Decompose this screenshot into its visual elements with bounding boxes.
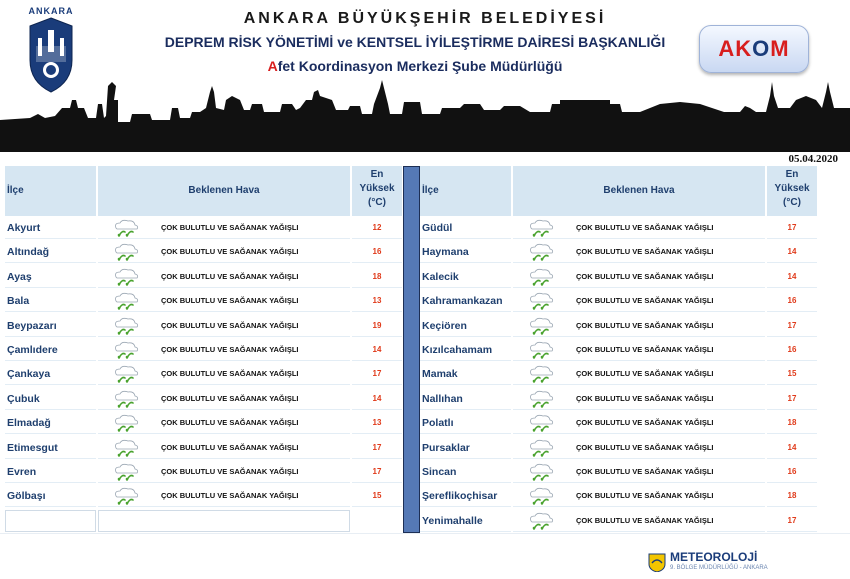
header-max-line3: (°C)	[368, 197, 386, 208]
weather-description: ÇOK BULUTLU VE SAĞANAK YAĞIŞLI	[576, 296, 714, 306]
weather-cell	[98, 363, 350, 385]
max-temp-cell: 18	[767, 412, 817, 434]
meteorology-logo	[648, 550, 788, 578]
weather-cell	[98, 437, 350, 459]
weather-description: ÇOK BULUTLU VE SAĞANAK YAĞIŞLI	[161, 271, 299, 281]
weather-cell	[513, 241, 765, 263]
max-temp-cell: 17	[767, 217, 817, 239]
max-temp-cell: 15	[352, 485, 402, 507]
cloud-rain-icon	[525, 390, 555, 408]
district-cell: Yenimahalle	[420, 510, 511, 532]
max-temp-cell: 17	[352, 437, 402, 459]
weather-cell	[98, 510, 350, 532]
header-expected-weather: Beklenen Hava	[98, 166, 350, 216]
max-temp-cell: 16	[767, 290, 817, 312]
cloud-rain-icon	[525, 487, 555, 505]
meteorology-shield-icon	[648, 552, 666, 572]
weather-description: ÇOK BULUTLU VE SAĞANAK YAĞIŞLI	[576, 223, 714, 232]
weather-cell	[98, 290, 350, 312]
district-cell: Keçiören	[420, 315, 511, 337]
akom-logo-part1: AK	[718, 36, 753, 61]
cloud-rain-icon	[525, 463, 555, 481]
district-cell: Polatlı	[420, 412, 511, 434]
weather-description: ÇOK BULUTLU VE SAĞANAK YAĞIŞLI	[576, 418, 714, 428]
weather-cell	[513, 363, 765, 385]
district-cell: Şereflikoçhisar	[420, 485, 511, 507]
max-temp-cell: 14	[352, 339, 402, 361]
title-department: DEPREM RİSK YÖNETİMİ ve KENTSEL İYİLEŞTİRME DAİRESİ BAŞKANLIĞI	[164, 34, 666, 50]
header-max-line2: Yüksek	[774, 183, 810, 194]
weather-cell	[513, 485, 765, 507]
cloud-rain-icon	[525, 341, 555, 359]
report-date: 05.04.2020	[788, 153, 838, 165]
weather-cell	[513, 461, 765, 483]
max-temp-cell: 14	[767, 266, 817, 288]
cloud-rain-icon	[110, 414, 140, 432]
weather-cell	[98, 461, 350, 483]
district-cell: Mamak	[420, 363, 511, 385]
cloud-rain-icon	[525, 414, 555, 432]
weather-cell	[513, 388, 765, 410]
max-temp-cell: 14	[767, 437, 817, 459]
cloud-rain-icon	[525, 243, 555, 261]
header-district: İlçe	[5, 166, 96, 216]
weather-cell	[513, 412, 765, 434]
weather-description: ÇOK BULUTLU VE SAĞANAK YAĞIŞLI	[161, 466, 299, 476]
weather-description: ÇOK BULUTLU VE SAĞANAK YAĞIŞLI	[161, 344, 299, 354]
cloud-rain-icon	[110, 487, 140, 505]
district-cell: Çamlıdere	[5, 339, 96, 361]
weather-cell	[98, 339, 350, 361]
weather-description: ÇOK BULUTLU VE SAĞANAK YAĞIŞLI	[161, 442, 299, 452]
cloud-rain-icon	[525, 292, 555, 310]
weather-cell	[513, 510, 765, 532]
weather-description: ÇOK BULUTLU VE SAĞANAK YAĞIŞLI	[161, 369, 299, 379]
cloud-rain-icon	[110, 268, 140, 286]
district-cell: Kalecik	[420, 266, 511, 288]
weather-cell	[98, 241, 350, 263]
logo-text: ANKARA	[28, 6, 74, 16]
weather-cell	[98, 388, 350, 410]
cloud-rain-icon	[110, 365, 140, 383]
cloud-rain-icon	[110, 463, 140, 481]
max-temp-cell: 17	[767, 388, 817, 410]
max-temp-cell: 19	[352, 315, 402, 337]
max-temp-cell: 18	[352, 266, 402, 288]
cloud-rain-icon	[110, 317, 140, 335]
header-max-temp	[767, 166, 817, 216]
max-temp-cell: 15	[767, 363, 817, 385]
weather-description: ÇOK BULUTLU VE SAĞANAK YAĞIŞLI	[576, 344, 714, 354]
column-divider	[403, 166, 420, 533]
akom-logo-part2: O	[752, 36, 771, 61]
cloud-rain-icon	[110, 439, 140, 457]
title-municipality: ANKARA BÜYÜKŞEHİR BELEDİYESİ	[243, 10, 607, 27]
cloud-rain-icon	[525, 317, 555, 335]
district-cell: Çubuk	[5, 388, 96, 410]
weather-cell	[513, 437, 765, 459]
weather-description: ÇOK BULUTLU VE SAĞANAK YAĞIŞLI	[161, 223, 299, 232]
cloud-rain-icon	[525, 512, 555, 530]
cloud-rain-icon	[525, 439, 555, 457]
max-temp-cell: 16	[352, 241, 402, 263]
header-expected-weather: Beklenen Hava	[513, 166, 765, 216]
weather-cell	[513, 266, 765, 288]
weather-cell	[98, 412, 350, 434]
district-cell: Beypazarı	[5, 315, 96, 337]
header-max-line1: En	[370, 169, 384, 180]
header-max-line1: En	[785, 169, 799, 180]
meteorology-title: METEOROLOJİ	[670, 550, 758, 564]
weather-cell	[98, 266, 350, 288]
district-cell: Kızılcahamam	[420, 339, 511, 361]
title-branch-rest: fet Koordinasyon Merkezi Şube Müdürlüğü	[277, 58, 563, 74]
weather-description: ÇOK BULUTLU VE SAĞANAK YAĞIŞLI	[576, 466, 714, 476]
meteorology-subtitle: 9. BÖLGE MÜDÜRLÜĞÜ - ANKARA	[670, 565, 768, 571]
max-temp-cell: 13	[352, 412, 402, 434]
weather-description: ÇOK BULUTLU VE SAĞANAK YAĞIŞLI	[161, 247, 299, 257]
footer-divider	[0, 533, 850, 534]
weather-cell	[513, 217, 765, 239]
cloud-rain-icon	[525, 268, 555, 286]
district-cell: Çankaya	[5, 363, 96, 385]
weather-description: ÇOK BULUTLU VE SAĞANAK YAĞIŞLI	[161, 320, 299, 330]
max-temp-cell: 14	[767, 241, 817, 263]
district-cell: Bala	[5, 290, 96, 312]
weather-description: ÇOK BULUTLU VE SAĞANAK YAĞIŞLI	[576, 491, 714, 501]
max-temp-cell: 14	[352, 388, 402, 410]
max-temp-cell: 17	[767, 315, 817, 337]
district-cell: Güdül	[420, 217, 511, 239]
weather-description: ÇOK BULUTLU VE SAĞANAK YAĞIŞLI	[161, 393, 299, 403]
weather-description: ÇOK BULUTLU VE SAĞANAK YAĞIŞLI	[576, 247, 714, 257]
header-max-line2: Yüksek	[359, 183, 395, 194]
district-cell: Pursaklar	[420, 437, 511, 459]
district-cell: Elmadağ	[5, 412, 96, 434]
weather-description: ÇOK BULUTLU VE SAĞANAK YAĞIŞLI	[576, 271, 714, 281]
cloud-rain-icon	[525, 365, 555, 383]
weather-description: ÇOK BULUTLU VE SAĞANAK YAĞIŞLI	[576, 442, 714, 452]
district-cell: Altındağ	[5, 241, 96, 263]
district-cell: Nallıhan	[420, 388, 511, 410]
weather-cell	[98, 485, 350, 507]
weather-description: ÇOK BULUTLU VE SAĞANAK YAĞIŞLI	[576, 393, 714, 403]
max-temp-cell: 13	[352, 290, 402, 312]
ankara-skyline-icon	[0, 78, 850, 152]
cloud-rain-icon	[110, 219, 140, 237]
max-temp-cell: 17	[352, 461, 402, 483]
weather-description: ÇOK BULUTLU VE SAĞANAK YAĞIŞLI	[576, 515, 714, 525]
weather-description: ÇOK BULUTLU VE SAĞANAK YAĞIŞLI	[576, 369, 714, 379]
weather-cell	[513, 339, 765, 361]
district-cell: Akyurt	[5, 217, 96, 239]
max-temp-cell: 17	[352, 363, 402, 385]
district-cell: Kahramankazan	[420, 290, 511, 312]
district-cell	[5, 510, 96, 532]
akom-logo-part3: M	[770, 36, 790, 61]
weather-cell	[513, 290, 765, 312]
max-temp-cell: 17	[767, 510, 817, 532]
cloud-rain-icon	[110, 292, 140, 310]
title-branch-initial: A	[267, 58, 278, 74]
max-temp-cell: 16	[767, 339, 817, 361]
weather-description: ÇOK BULUTLU VE SAĞANAK YAĞIŞLI	[576, 320, 714, 330]
cloud-rain-icon	[110, 390, 140, 408]
weather-cell	[513, 315, 765, 337]
cloud-rain-icon	[525, 219, 555, 237]
max-temp-cell: 16	[767, 461, 817, 483]
weather-description: ÇOK BULUTLU VE SAĞANAK YAĞIŞLI	[161, 418, 299, 428]
district-cell: Evren	[5, 461, 96, 483]
district-cell: Haymana	[420, 241, 511, 263]
district-cell: Ayaş	[5, 266, 96, 288]
max-temp-cell: 12	[352, 217, 402, 239]
header-district: İlçe	[420, 166, 511, 216]
cloud-rain-icon	[110, 341, 140, 359]
district-cell: Gölbaşı	[5, 485, 96, 507]
district-cell: Sincan	[420, 461, 511, 483]
page-header	[0, 0, 850, 152]
akom-logo	[699, 25, 809, 73]
max-temp-cell: 18	[767, 485, 817, 507]
district-cell: Etimesgut	[5, 437, 96, 459]
header-max-line3: (°C)	[783, 197, 801, 208]
weather-description: ÇOK BULUTLU VE SAĞANAK YAĞIŞLI	[161, 491, 299, 501]
weather-description: ÇOK BULUTLU VE SAĞANAK YAĞIŞLI	[161, 296, 299, 306]
weather-cell	[98, 315, 350, 337]
header-max-temp	[352, 166, 402, 216]
weather-cell	[98, 217, 350, 239]
cloud-rain-icon	[110, 243, 140, 261]
